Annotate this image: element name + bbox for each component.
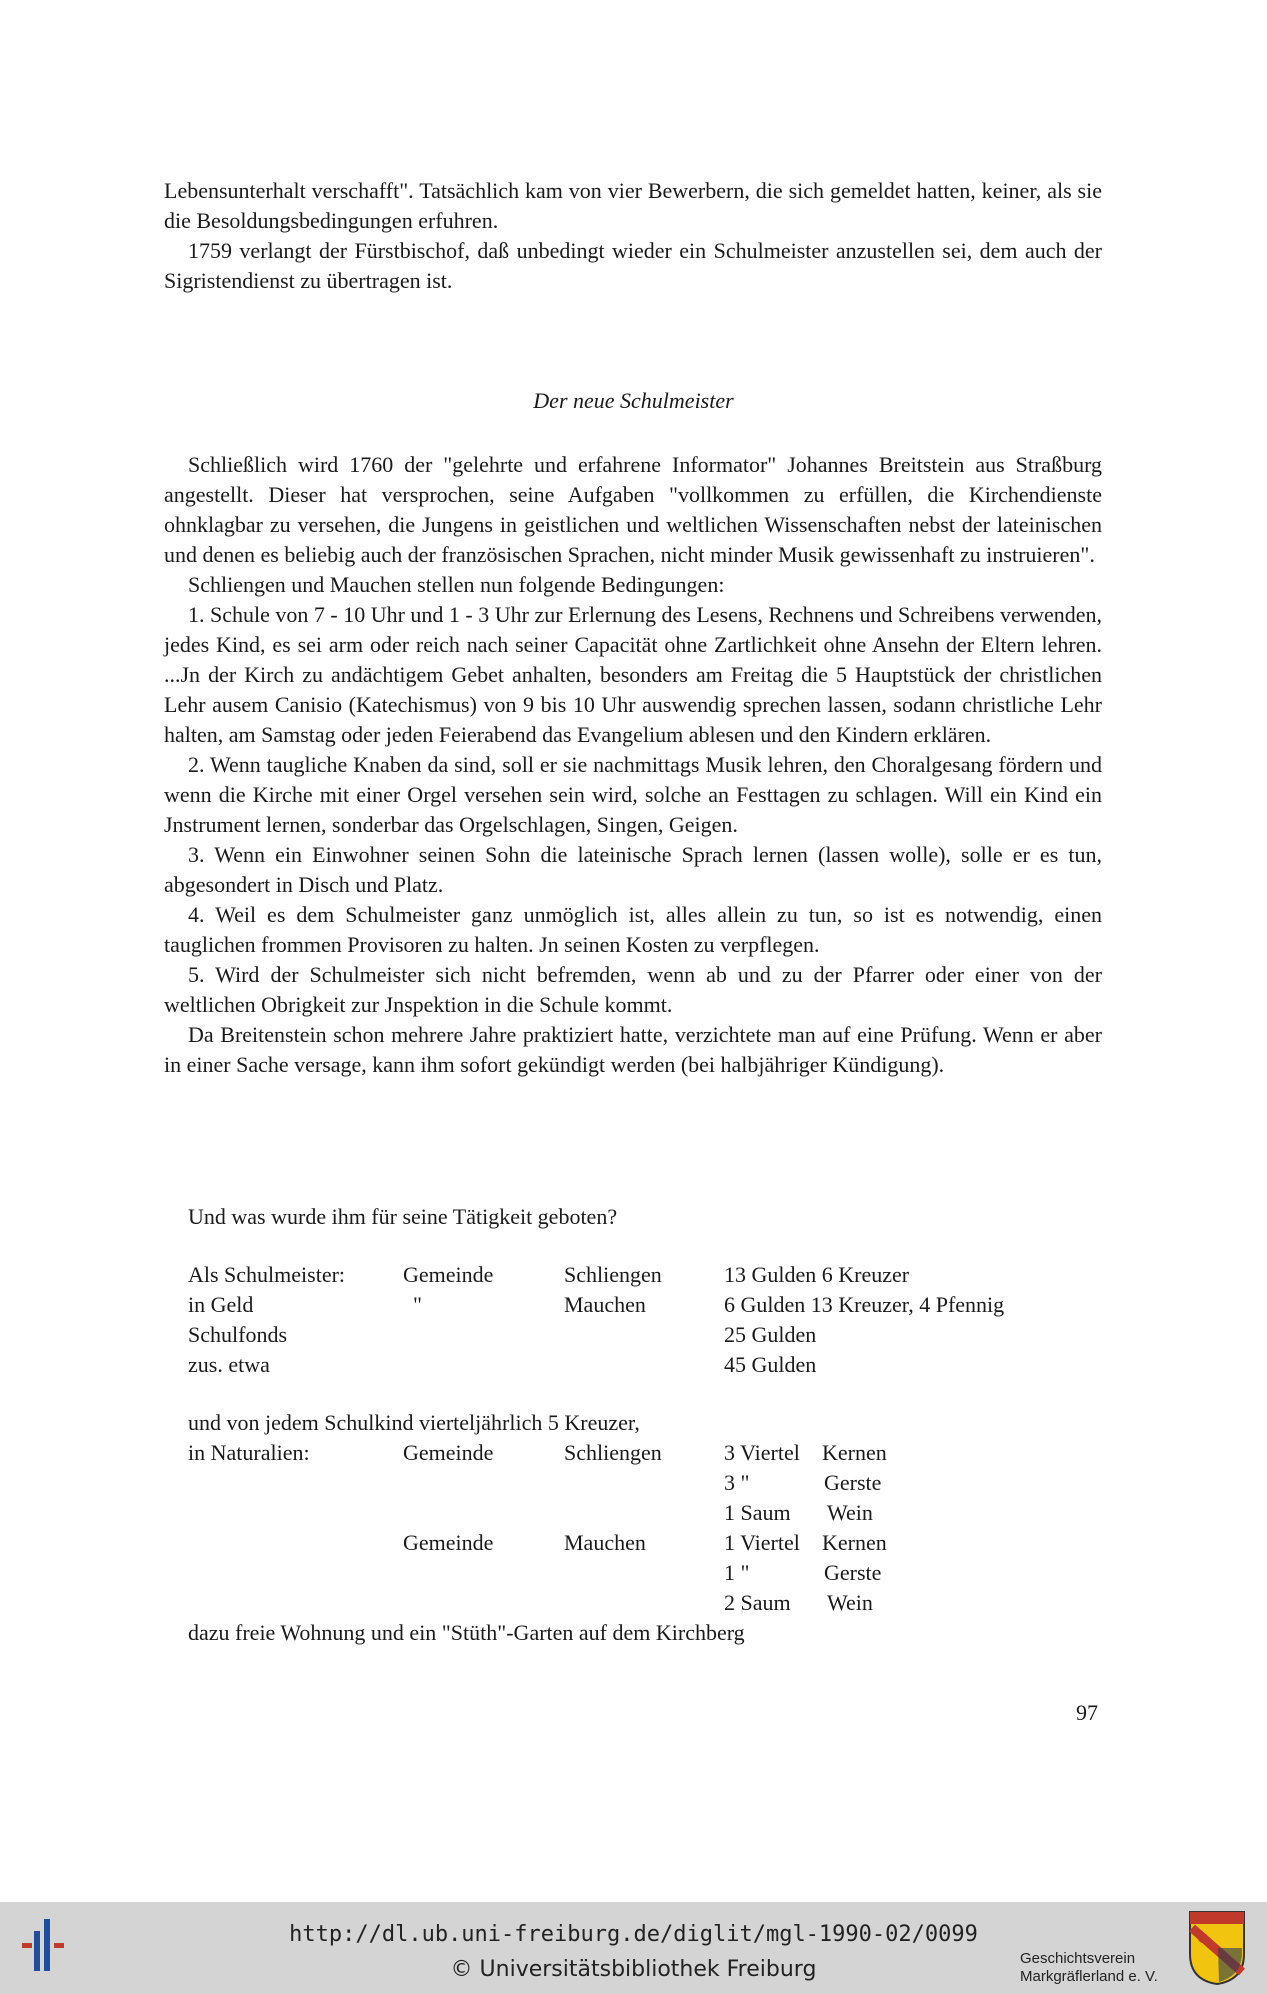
- naturalien-good: Kernen: [822, 1530, 887, 1555]
- naturalien-quantity: 1 Saum: [724, 1500, 791, 1525]
- page-number: 97: [1076, 1700, 1098, 1725]
- body-paragraph-6: 4. Weil es dem Schulmeister ganz unmöglich ist, alles allein zu tun, so ist es notwendig, einen tauglichen frommen Provisoren zu halten. Jn seinen Kosten zu verpflegen.: [164, 902, 1102, 957]
- intro-section: [164, 176, 1102, 296]
- naturalien-good: Gerste: [824, 1560, 882, 1585]
- copyright-text: © Universitätsbibliothek Freiburg: [450, 1957, 817, 1982]
- pay-cell-label: in Geld: [188, 1292, 254, 1317]
- pay-cell-amount: 25 Gulden: [724, 1322, 817, 1347]
- society-name: [1020, 1950, 1158, 1986]
- naturalien-quantity: 1 Viertel: [724, 1530, 800, 1555]
- naturalien-place: Mauchen: [564, 1530, 646, 1555]
- society-name-line-2: Markgräflerland e. V.: [1020, 1968, 1158, 1985]
- kids-line: und von jedem Schulkind vierteljährlich 5 Kreuzer,: [188, 1410, 640, 1435]
- section-heading: Der neue Schulmeister: [533, 388, 734, 413]
- pay-cell-amount: 13 Gulden 6 Kreuzer: [724, 1262, 910, 1287]
- body-paragraph-4: 2. Wenn taugliche Knaben da sind, soll er sie nachmittags Musik lehren, den Choralgesang fördern und wenn die Kirche mit einer Orgel versehen sein wird, solche an Festtagen zu schlagen. Will ein Kind ein Jnstrument lernen, sonderbar das Orgelschlagen, Singen, Geigen.: [164, 752, 1102, 837]
- pay-cell-community: Gemeinde: [403, 1262, 494, 1287]
- body-paragraph-3: 1. Schule von 7 - 10 Uhr und 1 - 3 Uhr zur Erlernung des Lesens, Rechnens und Schreibens verwenden, jedes Kind, es sei arm oder reich nach seiner Capacität ohne Zartlichkeit ohne Ansehn der Eltern lehren. ...Jn der Kirch zu andächtigem Gebet anhalten, besonders am Freitag die 5 Hauptstück der christlichen Lehr ausem Canisio (Katechismus) von 9 bis 10 Uhr auswendig sprechen lassen, sodann christliche Lehr halten, am Samstag oder jeden Feierabend das Evangelium ablesen und den Kindern erklären.: [164, 602, 1102, 747]
- body-paragraph-2: Schliengen und Mauchen stellen nun folgende Bedingungen:: [188, 572, 725, 597]
- pay-cell-label: Als Schulmeister:: [188, 1262, 346, 1287]
- naturalien-community: Gemeinde: [403, 1530, 494, 1555]
- intro-paragraph-1: Lebensunterhalt verschafft". Tatsächlich kam von vier Bewerbern, die sich gemeldet hatten, keiner, als sie die Besoldungsbedingungen erfuhren.: [164, 178, 1102, 233]
- naturalien-quantity: 1 ": [724, 1560, 750, 1585]
- intro-paragraph-2: 1759 verlangt der Fürstbischof, daß unbedingt wieder ein Schulmeister anzustellen sei, dem auch der Sigristendienst zu übertragen ist.: [164, 238, 1102, 293]
- naturalien-good: Gerste: [824, 1470, 882, 1495]
- body-paragraph-1: Schließlich wird 1760 der "gelehrte und erfahrene Informator" Johannes Breitstein aus Straßburg angestellt. Dieser hat versprochen, seine Aufgaben "vollkommen zu erfüllen, die Kirchendienste ohnklagbar zu versehen, die Jungens in geistlichen und weltlichen Wissenschaften nebst der lateinischen und denen es beliebig auch der französischen Sprachen, nicht minder Musik gewissenhaft zu instruieren".: [164, 452, 1102, 567]
- body-section: [164, 450, 1102, 1080]
- naturalien-label: in Naturalien:: [188, 1440, 310, 1465]
- naturalien-community: Gemeinde: [403, 1440, 494, 1465]
- naturalien-quantity: 3 Viertel: [724, 1440, 800, 1465]
- question-line: Und was wurde ihm für seine Tätigkeit geboten?: [188, 1204, 618, 1229]
- naturalien-quantity: 2 Saum: [724, 1590, 791, 1615]
- body-paragraph-5: 3. Wenn ein Einwohner seinen Sohn die lateinische Sprach lernen (lassen wolle), solle er es tun, abgesondert in Disch und Platz.: [164, 842, 1102, 897]
- naturalien-place: Schliengen: [564, 1440, 662, 1465]
- body-paragraph-7: 5. Wird der Schulmeister sich nicht befremden, wenn ab und zu der Pfarrer oder einer von der weltlichen Obrigkeit zur Jnspektion in die Schule kommt.: [164, 962, 1102, 1017]
- naturalien-quantity: 3 ": [724, 1470, 750, 1495]
- naturalien-good: Wein: [827, 1500, 873, 1525]
- pay-cell-label: zus. etwa: [188, 1352, 270, 1377]
- pay-cell-community: ": [413, 1292, 422, 1317]
- pay-cell-place: Mauchen: [564, 1292, 646, 1317]
- pay-cell-amount: 6 Gulden 13 Kreuzer, 4 Pfennig: [724, 1292, 1005, 1317]
- pay-cell-amount: 45 Gulden: [724, 1352, 817, 1377]
- society-name-line-1: Geschichtsverein: [1020, 1950, 1136, 1967]
- pay-cell-place: Schliengen: [564, 1262, 662, 1287]
- naturalien-good: Wein: [827, 1590, 873, 1615]
- pay-cell-label: Schulfonds: [188, 1322, 287, 1347]
- document-url-link[interactable]: http://dl.ub.uni-freiburg.de/diglit/mgl-1990-02/0099: [289, 1922, 978, 1947]
- body-paragraph-8: Da Breitenstein schon mehrere Jahre praktiziert hatte, verzichtete man auf eine Prüfung. Wenn er aber in einer Sache versage, kann ihm sofort gekündigt werden (bei halbjähriger Kündigung).: [164, 1022, 1102, 1077]
- coat-of-arms-icon: [1188, 1910, 1246, 1986]
- closing-line: dazu freie Wohnung und ein "Stüth"-Garten auf dem Kirchberg: [188, 1620, 745, 1645]
- naturalien-good: Kernen: [822, 1440, 887, 1465]
